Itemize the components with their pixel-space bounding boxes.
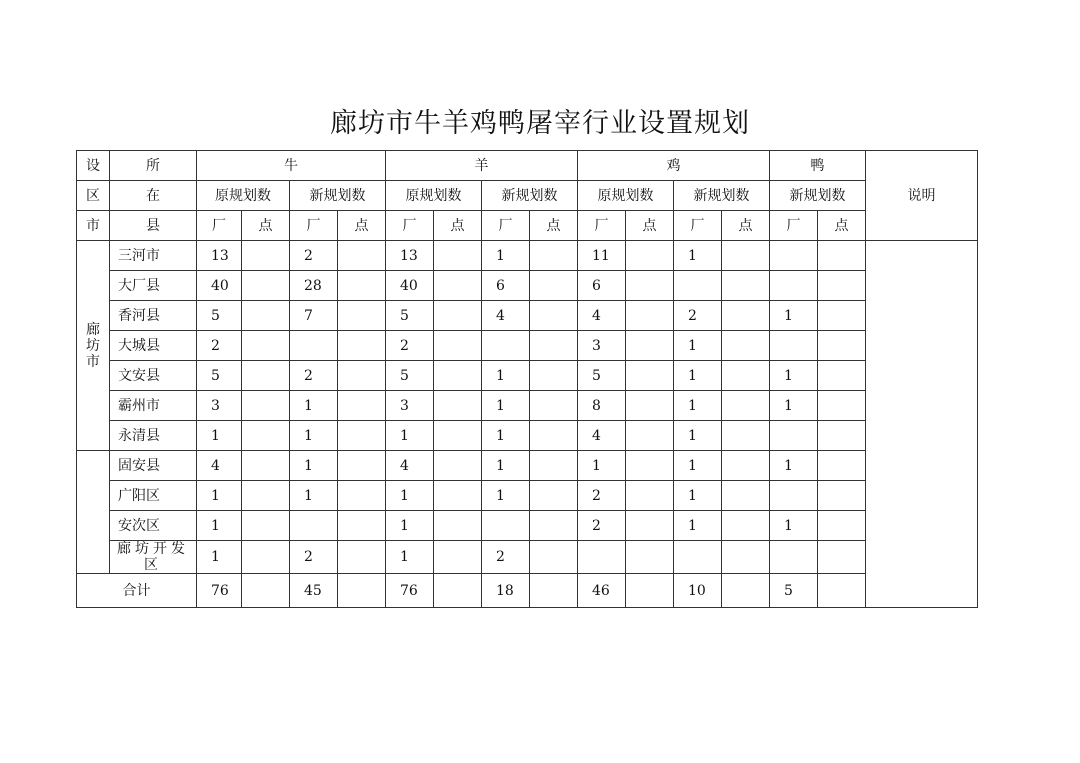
cell: 2 [578, 481, 626, 511]
cell: 28 [290, 271, 338, 301]
cell [578, 541, 626, 574]
cell [722, 451, 770, 481]
cell: 5 [578, 361, 626, 391]
header-factory: 厂 [290, 211, 338, 241]
county-name: 大城县 [110, 331, 197, 361]
cell: 3 [386, 391, 434, 421]
header-note: 说明 [866, 151, 978, 241]
cell [818, 481, 866, 511]
cell [818, 361, 866, 391]
cell: 1 [197, 481, 242, 511]
header-animal-duck: 鸭 [770, 151, 866, 181]
note-cell [866, 241, 978, 608]
cell: 1 [482, 241, 530, 271]
total-cell [626, 574, 674, 608]
district-cell-empty [77, 451, 110, 574]
cell [818, 331, 866, 361]
header-factory: 厂 [197, 211, 242, 241]
cell [530, 271, 578, 301]
cell [626, 541, 674, 574]
cell [818, 421, 866, 451]
cell [770, 481, 818, 511]
cell [626, 241, 674, 271]
cell [290, 331, 338, 361]
cell [722, 361, 770, 391]
cell [626, 361, 674, 391]
cell: 1 [197, 421, 242, 451]
table-row [77, 241, 978, 271]
header-animal-cattle: 牛 [197, 151, 386, 181]
cell: 7 [290, 301, 338, 331]
total-label: 合计 [77, 574, 197, 608]
total-cell [722, 574, 770, 608]
cell [626, 271, 674, 301]
total-cell: 5 [770, 574, 818, 608]
total-cell: 46 [578, 574, 626, 608]
cell [338, 271, 386, 301]
table-row [77, 541, 978, 574]
cell [722, 421, 770, 451]
header-new-plan: 新规划数 [290, 181, 386, 211]
header-factory: 厂 [770, 211, 818, 241]
cell: 8 [578, 391, 626, 421]
cell: 13 [386, 241, 434, 271]
cell [722, 301, 770, 331]
cell [530, 241, 578, 271]
cell: 1 [674, 451, 722, 481]
county-name: 三河市 [110, 241, 197, 271]
cell: 5 [197, 361, 242, 391]
cell: 11 [578, 241, 626, 271]
cell [530, 301, 578, 331]
cell [434, 511, 482, 541]
header-orig-plan: 原规划数 [197, 181, 290, 211]
cell [530, 361, 578, 391]
cell [818, 391, 866, 421]
cell [482, 331, 530, 361]
header-district-1: 设 [77, 151, 110, 181]
header-factory: 厂 [578, 211, 626, 241]
header-new-plan: 新规划数 [482, 181, 578, 211]
cell [290, 511, 338, 541]
cell [626, 301, 674, 331]
cell [818, 451, 866, 481]
cell: 1 [386, 541, 434, 574]
cell [674, 271, 722, 301]
cell: 1 [197, 511, 242, 541]
cell [722, 511, 770, 541]
header-row-animals [77, 151, 978, 181]
city-cell [77, 241, 110, 451]
header-factory: 厂 [674, 211, 722, 241]
header-orig-plan: 原规划数 [386, 181, 482, 211]
cell [626, 451, 674, 481]
cell: 1 [674, 511, 722, 541]
cell [338, 421, 386, 451]
cell [434, 361, 482, 391]
header-factory: 厂 [386, 211, 434, 241]
cell [530, 451, 578, 481]
county-name: 广阳区 [110, 481, 197, 511]
cell [722, 271, 770, 301]
cell [530, 541, 578, 574]
cell: 1 [482, 391, 530, 421]
cell: 4 [386, 451, 434, 481]
header-district-2: 区 [77, 181, 110, 211]
cell: 1 [674, 361, 722, 391]
cell [722, 481, 770, 511]
county-name: 文安县 [110, 361, 197, 391]
header-new-plan: 新规划数 [674, 181, 770, 211]
table-row [77, 391, 978, 421]
city-char: 廊 [86, 321, 100, 338]
cell [770, 271, 818, 301]
slaughter-plan-table [76, 150, 978, 608]
cell: 2 [290, 361, 338, 391]
cell [434, 271, 482, 301]
cell [482, 511, 530, 541]
cell: 1 [770, 301, 818, 331]
header-point: 点 [722, 211, 770, 241]
total-cell: 76 [386, 574, 434, 608]
total-cell: 18 [482, 574, 530, 608]
cell [434, 541, 482, 574]
cell [338, 451, 386, 481]
cell: 2 [578, 511, 626, 541]
county-name: 固安县 [110, 451, 197, 481]
total-cell [434, 574, 482, 608]
cell [242, 361, 290, 391]
cell: 5 [197, 301, 242, 331]
cell [530, 481, 578, 511]
cell [434, 421, 482, 451]
cell [722, 391, 770, 421]
county-name: 大厂县 [110, 271, 197, 301]
cell: 1 [770, 511, 818, 541]
cell [530, 421, 578, 451]
cell: 1 [770, 391, 818, 421]
table-row [77, 271, 978, 301]
header-animal-chicken: 鸡 [578, 151, 770, 181]
cell [818, 271, 866, 301]
table-row [77, 451, 978, 481]
header-point: 点 [434, 211, 482, 241]
header-factory: 厂 [482, 211, 530, 241]
cell: 1 [482, 361, 530, 391]
cell [626, 391, 674, 421]
cell [434, 331, 482, 361]
cell: 1 [482, 481, 530, 511]
cell [818, 241, 866, 271]
header-point: 点 [818, 211, 866, 241]
cell: 6 [578, 271, 626, 301]
cell: 4 [578, 421, 626, 451]
cell: 1 [290, 451, 338, 481]
cell [242, 331, 290, 361]
cell: 1 [578, 451, 626, 481]
cell: 4 [482, 301, 530, 331]
cell [770, 541, 818, 574]
cell [242, 511, 290, 541]
total-cell: 10 [674, 574, 722, 608]
cell [770, 241, 818, 271]
cell: 4 [578, 301, 626, 331]
cell: 1 [197, 541, 242, 574]
table-row [77, 511, 978, 541]
cell [242, 481, 290, 511]
cell [338, 361, 386, 391]
cell [242, 541, 290, 574]
cell: 2 [290, 541, 338, 574]
cell [434, 481, 482, 511]
total-row [77, 574, 978, 608]
cell: 1 [290, 391, 338, 421]
county-name: 香河县 [110, 301, 197, 331]
cell [434, 391, 482, 421]
cell [770, 331, 818, 361]
county-name: 廊坊开发区 [110, 541, 197, 574]
header-animal-sheep: 羊 [386, 151, 578, 181]
cell [626, 331, 674, 361]
table-row [77, 331, 978, 361]
city-char: 市 [86, 353, 100, 370]
cell [434, 241, 482, 271]
cell: 4 [197, 451, 242, 481]
cell: 13 [197, 241, 242, 271]
cell: 2 [197, 331, 242, 361]
cell: 1 [482, 421, 530, 451]
table-row [77, 301, 978, 331]
header-county-3: 县 [110, 211, 197, 241]
cell [434, 451, 482, 481]
total-cell [530, 574, 578, 608]
total-cell [338, 574, 386, 608]
cell [626, 481, 674, 511]
total-cell [242, 574, 290, 608]
cell [242, 271, 290, 301]
county-name: 安次区 [110, 511, 197, 541]
header-point: 点 [338, 211, 386, 241]
cell [242, 301, 290, 331]
header-county-2: 在 [110, 181, 197, 211]
cell [626, 511, 674, 541]
cell [338, 241, 386, 271]
cell [674, 541, 722, 574]
table-row [77, 421, 978, 451]
cell: 1 [386, 481, 434, 511]
header-county-1: 所 [110, 151, 197, 181]
cell: 1 [674, 331, 722, 361]
cell [530, 511, 578, 541]
cell [434, 301, 482, 331]
cell [338, 481, 386, 511]
cell: 1 [770, 451, 818, 481]
cell [530, 391, 578, 421]
cell: 1 [290, 481, 338, 511]
cell: 2 [386, 331, 434, 361]
cell: 1 [482, 451, 530, 481]
total-cell [818, 574, 866, 608]
cell: 1 [674, 481, 722, 511]
cell [338, 301, 386, 331]
total-cell: 45 [290, 574, 338, 608]
cell: 1 [674, 421, 722, 451]
header-point: 点 [530, 211, 578, 241]
cell [722, 541, 770, 574]
cell: 1 [674, 241, 722, 271]
cell: 2 [482, 541, 530, 574]
cell: 2 [674, 301, 722, 331]
cell [818, 301, 866, 331]
cell [242, 421, 290, 451]
header-orig-plan: 原规划数 [578, 181, 674, 211]
table-row [77, 481, 978, 511]
cell [530, 331, 578, 361]
cell: 1 [386, 421, 434, 451]
header-point: 点 [626, 211, 674, 241]
cell [770, 421, 818, 451]
cell: 1 [770, 361, 818, 391]
cell [818, 511, 866, 541]
cell [818, 541, 866, 574]
cell: 1 [674, 391, 722, 421]
cell [338, 391, 386, 421]
cell [626, 421, 674, 451]
total-cell: 76 [197, 574, 242, 608]
cell [338, 511, 386, 541]
cell [722, 241, 770, 271]
document-title: 廊坊市牛羊鸡鸭屠宰行业设置规划 [330, 108, 750, 139]
cell [338, 331, 386, 361]
cell [722, 331, 770, 361]
cell [242, 241, 290, 271]
cell: 6 [482, 271, 530, 301]
cell: 2 [290, 241, 338, 271]
header-point: 点 [242, 211, 290, 241]
county-name: 永清县 [110, 421, 197, 451]
header-new-plan: 新规划数 [770, 181, 866, 211]
header-district-3: 市 [77, 211, 110, 241]
cell: 5 [386, 361, 434, 391]
city-char: 坊 [86, 337, 100, 354]
cell: 40 [386, 271, 434, 301]
header-row-plans [77, 181, 978, 211]
cell [338, 541, 386, 574]
cell: 1 [290, 421, 338, 451]
header-row-units [77, 211, 978, 241]
cell: 40 [197, 271, 242, 301]
cell [242, 451, 290, 481]
county-name: 霸州市 [110, 391, 197, 421]
cell: 5 [386, 301, 434, 331]
cell: 3 [578, 331, 626, 361]
table-row [77, 361, 978, 391]
cell: 1 [386, 511, 434, 541]
cell: 3 [197, 391, 242, 421]
cell [242, 391, 290, 421]
